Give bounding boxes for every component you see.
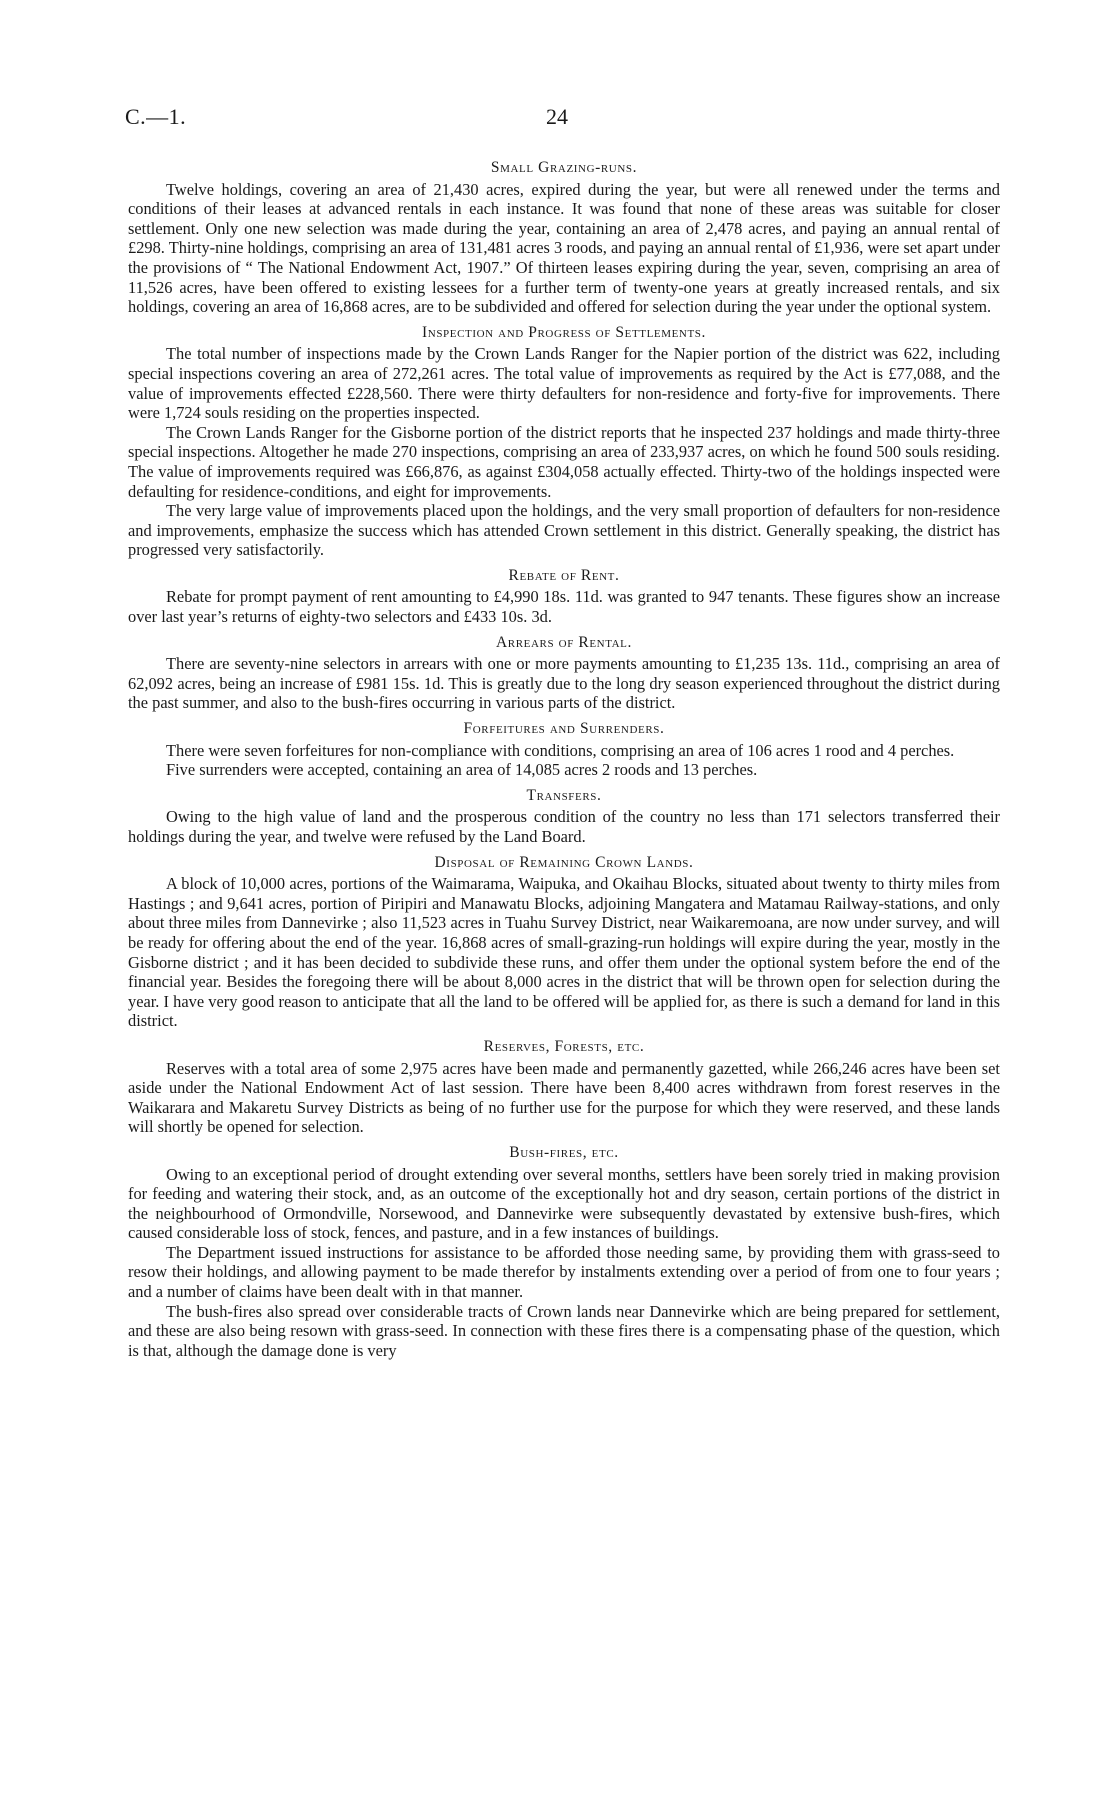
paragraph: The very large value of improvements placed upon the holdings, and the very small proportion of defaulters for non-residence and improvements, emphasize the success which has attended Crown settlement in this district. Generally speaking, the district has progressed very satisfactorily. — [128, 501, 1000, 560]
section-inspection-progress — [128, 323, 1000, 560]
paragraph: The total number of inspections made by the Crown Lands Ranger for the Napier portion of the district was 622, including special inspections covering an area of 272,261 acres. The total value of improvements as required by the Act is £77,088, and the value of improvements effected £228,560. There were thirty defaulters for non-residence and forty-five for improvements. There were 1,724 souls residing on the properties inspected. — [128, 344, 1000, 423]
section-bush-fires — [128, 1143, 1000, 1361]
paragraph: Owing to an exceptional period of drought extending over several months, settlers have been sorely tried in making provision for feeding and watering their stock, and, as an outcome of the exceptionally hot and dry season, certain portions of the district in the neighbourhood of Ormondville, Norsewood, and Dannevirke were subsequently devastated by extensive bush-fires, which caused considerable loss of stock, fences, and pasture, and in a few instances of buildings. — [128, 1164, 1000, 1243]
paragraph: There were seven forfeitures for non-compliance with conditions, comprising an area of 106 acres 1 rood and 4 perches. — [166, 740, 955, 760]
paragraph: Twelve holdings, covering an area of 21,430 acres, expired during the year, but were all renewed under the terms and conditions of their leases at advanced rentals in each instance. It was found that none of these areas was suitable for closer settlement. Only one new selection was made during the year, containing an area of 2,478 acres, and paying an annual rental of £298. Thirty-nine holdings, comprising an area of 131,481 acres 3 roods, and paying an annual rental of £1,936, were set apart under the provisions of “ The National Endowment Act, 1907.” Of thirteen leases expiring during the year, seven, comprising an area of 11,526 acres, have been offered to existing lessees for a further term of twenty-one years at greatly increased rentals, and six holdings, covering an area of 16,868 acres, are to be subdivided and offered for selection during the year under the optional system. — [128, 179, 1000, 317]
section-disposal-crown-lands — [128, 853, 1000, 1031]
section-reserves-forests — [128, 1037, 1000, 1137]
paragraph: Reserves with a total area of some 2,975 acres have been made and permanently gazetted, while 266,246 acres have been set aside under the National Endowment Act of last session. There have been 8,400 acres withdrawn from forest reserves in the Waikarara and Makaretu Survey Districts as being of no further use for the purpose for which they were reserved, and these lands will shortly be opened for selection. — [128, 1058, 1000, 1137]
paragraph: Rebate for prompt payment of rent amounting to £4,990 18s. 11d. was granted to 947 tenants. These figures show an increase over last year’s returns of eighty-two selectors and £433 10s. 3d. — [128, 587, 1000, 627]
paragraph: Five surrenders were accepted, containing an area of 14,085 acres 2 roods and 13 perches. — [166, 760, 758, 780]
section-small-grazing-runs — [128, 158, 1000, 317]
paragraph: Owing to the high value of land and the prosperous condition of the country no less than 171 selectors transferred their holdings during the year, and twelve were refused by the Land Board. — [128, 807, 1000, 846]
document-reference: C.—1. — [125, 104, 187, 129]
page-number: 24 — [546, 104, 568, 129]
section-heading: Reserves, Forests, etc. — [483, 1037, 645, 1055]
paragraph: There are seventy-nine selectors in arrears with one or more payments amounting to £1,235 13s. 11d., comprising an area of 62,092 acres, being an increase of £981 15s. 1d. This is greatly due to the long dry season experienced throughout the district during the past summer, and also to the bush-fires occurring in various parts of the district. — [128, 654, 1000, 713]
section-forfeitures-surrenders — [128, 719, 1000, 780]
section-heading: Arrears of Rental. — [496, 633, 632, 651]
paragraph: A block of 10,000 acres, portions of the Waimarama, Waipuka, and Okaihau Blocks, situated about twenty to thirty miles from Hastings ; and 9,641 acres, portion of Piripiri and Manawatu Blocks, adjoining Mangatera and Matamau Railway-stations, and only about three miles from Dannevirke ; also 11,523 acres in Tuahu Survey District, near Waikaremoana, are now under survey, and will be ready for offering about the end of the year. 16,868 acres of small-grazing-run holdings will expire during the year, mostly in the Gisborne district ; and it has been decided to subdivide these runs, and offer them under the optional system before the end of the financial year. Besides the foregoing there will be about 8,000 acres in the district that will be thrown open for selection during the year. I have very good reason to anticipate that all the land to be offered will be applied for, as there is such a demand for land in this district. — [128, 874, 1000, 1031]
section-heading: Disposal of Remaining Crown Lands. — [434, 853, 694, 871]
section-heading: Small Grazing-runs. — [490, 159, 638, 176]
section-heading: Inspection and Progress of Settlements. — [422, 323, 706, 341]
section-arrears-of-rental — [128, 633, 1000, 713]
section-transfers — [128, 786, 1000, 847]
paragraph: The Department issued instructions for assistance to be afforded those needing same, by providing them with grass-seed to resow their holdings, and allowing payment to be made therefor by instalments extending over a period of from one to four years ; and a number of claims have been dealt with in that manner. — [128, 1242, 1000, 1302]
section-heading: Rebate of Rent. — [508, 566, 620, 584]
section-heading: Bush-fires, etc. — [509, 1143, 619, 1161]
document-body — [128, 152, 1000, 1360]
paragraph: The bush-fires also spread over considerable tracts of Crown lands near Dannevirke which are being prepared for settlement, and these are also being resown with grass-seed. In connection with these fires there is a compensating phase of the question, which is that, although the damage done is very — [128, 1301, 1000, 1360]
section-rebate-of-rent — [128, 566, 1000, 627]
paragraph: The Crown Lands Ranger for the Gisborne portion of the district reports that he inspected 237 holdings and made thirty-three special inspections. Altogether he made 270 inspections, comprising an area of 233,937 acres, on which he found 500 souls residing. The value of improvements required was £66,876, as against £304,058 actually effected. Thirty-two of the holdings inspected were defaulting for residence-conditions, and eight for improvements. — [128, 422, 1000, 501]
section-heading: Forfeitures and Surrenders. — [463, 720, 665, 738]
section-heading: Transfers. — [526, 786, 602, 804]
